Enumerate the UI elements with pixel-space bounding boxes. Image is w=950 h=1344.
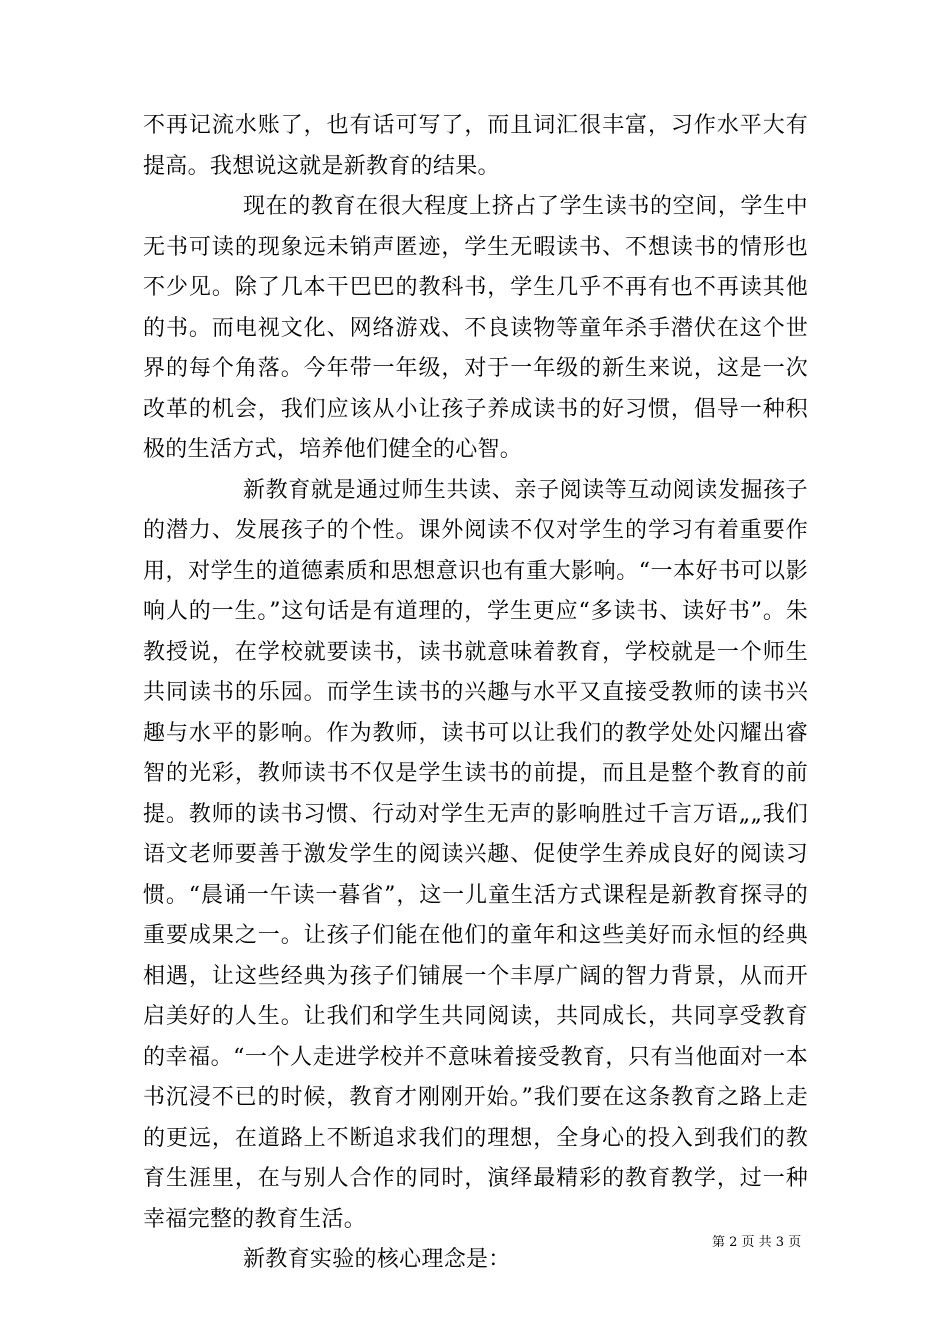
paragraph-new-education-reading: 新教育就是通过师生共读、亲子阅读等互动阅读发掘孩子的潜力、发展孩子的个性。课外阅读不仅对学生的学习有着重要作用，对学生的道德素质和思想意识也有重大影响。“一本好书可以影响人的一生。”这句话是有道理的，学生更应“多读书、读好书”。朱教授说，在学校就要读书，读书就意味着教育，学校就是一个师生共同读书的乐园。而学生读书的兴趣与水平又直接受教师的读书兴趣与水平的影响。作为教师，读书可以让我们的教学处处闪耀出睿智的光彩，教师读书不仅是学生读书的前提，而且是整个教育的前提。教师的读书习惯、行动对学生无声的影响胜过千言万语„„我们语文老师要善于激发学生的阅读兴趣、促使学生养成良好的阅读习惯。“晨诵一午读一暮省”，这一儿童生活方式课程是新教育探寻的重要成果之一。让孩子们能在他们的童年和这些美好而永恒的经典相遇，让这些经典为孩子们铺展一个丰厚广阔的智力背景，从而开启美好的人生。让我们和学生共同阅读，共同成长，共同享受教育的幸福。“一个人走进学校并不意味着接受教育，只有当他面对一本书沉浸不已的时候，教育才刚刚开始。”我们要在这条教育之路上走的更远，在道路上不断追求我们的理想，全身心的投入到我们的教育生涯里，在与别人合作的同时，演绎最精彩的教育教学，过一种幸福完整的教育生活。 <box>143 477 808 1232</box>
page-number-footer: 第 2 页 共 3 页 <box>712 1235 802 1250</box>
paragraph-core-concept: 新教育实验的核心理念是： <box>243 1247 511 1272</box>
document-body <box>143 106 808 1281</box>
paragraph-reading-space: 现在的教育在很大程度上挤占了学生读书的空间，学生中无书可读的现象远未销声匿迹，学生无暇读书、不想读书的情形也不少见。除了几本干巴巴的教科书，学生几乎不再有也不再读其他的书。而电视文化、网络游戏、不良读物等童年杀手潜伏在这个世界的每个角落。今年带一年级，对于一年级的新生来说，这是一次改革的机会，我们应该从小让孩子养成读书的好习惯，倡导一种积极的生活方式，培养他们健全的心智。 <box>143 194 808 462</box>
paragraph-continuation: 不再记流水账了，也有话可写了，而且词汇很丰富，习作水平大有提高。我想说这就是新教育的结果。 <box>143 113 808 179</box>
